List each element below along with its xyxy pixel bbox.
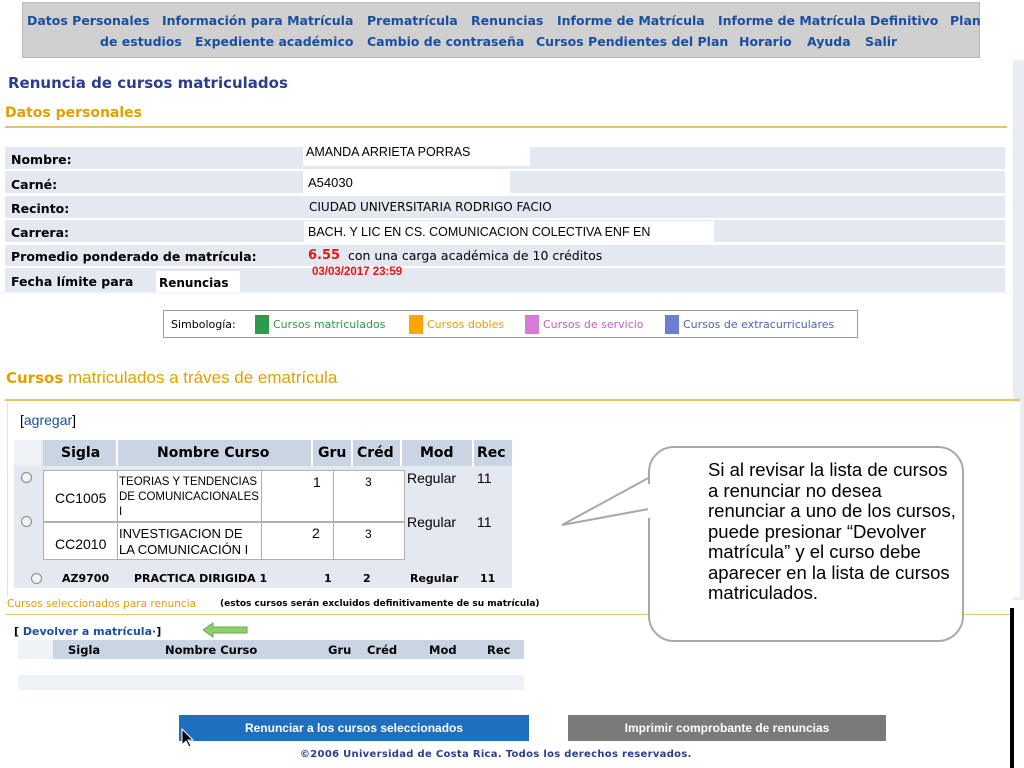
page-title: Renuncia de cursos matriculados bbox=[8, 74, 288, 92]
course-nombre: PRACTICA DIRIGIDA 1 bbox=[134, 572, 268, 585]
header-modalidad: Mod bbox=[420, 445, 454, 461]
header-sep bbox=[400, 440, 402, 466]
carrera-value: BACH. Y LIC EN CS. COMUNICACION COLECTIVA ENF EN bbox=[308, 225, 651, 239]
nav-link-cambio-contrasena[interactable]: Cambio de contraseña bbox=[367, 34, 525, 49]
course-nombre: TEORIAS Y TENDENCIAS DE COMUNICACIONALES I bbox=[119, 476, 259, 518]
cursos-title-prefix: Cursos bbox=[6, 369, 64, 387]
seleccionados-title: Cursos seleccionados para renuncia bbox=[7, 598, 197, 610]
row-fecha-limite bbox=[5, 268, 1005, 294]
bracket-open: [ bbox=[14, 625, 20, 638]
header-sigla: Sigla bbox=[61, 445, 101, 461]
course-modalidad: Regular bbox=[410, 572, 459, 585]
sel-header-modalidad: Mod bbox=[429, 643, 457, 657]
selected-table-empty-row bbox=[18, 659, 524, 675]
course-sigla: CC2010 bbox=[55, 536, 107, 552]
course-grupo: 1 bbox=[313, 474, 321, 490]
callout-text: Si al revisar la lista de cursos a renunciar no desea renunciar a uno de los cursos, puede presionar “Devolver matrícula” y el curso debe aparecer en la lista de cursos matriculados. bbox=[708, 459, 956, 603]
legend-swatch-matriculados bbox=[255, 315, 269, 334]
footer-copyright: ©2006 Universidad de Costa Rica. Todos los derechos reservados. bbox=[300, 749, 692, 760]
renunciar-button[interactable]: Renunciar a los cursos seleccionados bbox=[179, 715, 529, 741]
promedio-value: 6.55 bbox=[308, 248, 341, 263]
legend-swatch-extracurriculares bbox=[665, 315, 679, 334]
section-title-datos-personales: Datos personales bbox=[5, 105, 142, 121]
nav-link-salir[interactable]: Salir bbox=[865, 34, 898, 49]
callout-tail bbox=[560, 470, 660, 530]
legend-label-servicio: Cursos de servicio bbox=[543, 318, 644, 331]
course-grupo: 1 bbox=[324, 572, 332, 585]
cursos-divider bbox=[5, 399, 1020, 401]
label-recinto: Recinto: bbox=[11, 201, 70, 216]
course-rec: 11 bbox=[477, 470, 492, 486]
sel-header-rec: Rec bbox=[487, 643, 511, 657]
course-creditos: 3 bbox=[365, 527, 372, 541]
legend-label-matriculados: Cursos matriculados bbox=[273, 318, 386, 331]
course-radio-cc2010[interactable] bbox=[21, 516, 32, 527]
header-creditos: Créd bbox=[357, 445, 394, 461]
header-grupo: Gru bbox=[318, 445, 347, 461]
sel-header-sigla: Sigla bbox=[68, 643, 101, 657]
course-rec: 11 bbox=[480, 572, 496, 585]
fecha-tipo: Renuncias bbox=[159, 276, 229, 290]
label-nombre: Nombre: bbox=[11, 152, 72, 167]
devolver-a-matricula-link[interactable]: Devolver a matrícula bbox=[22, 625, 152, 638]
label-fecha-limite: Fecha límite para bbox=[11, 274, 134, 289]
course-rec: 11 bbox=[477, 514, 492, 530]
course-modalidad: Regular bbox=[407, 470, 457, 486]
course-sigla: AZ9700 bbox=[62, 572, 110, 585]
sel-header-creditos: Créd bbox=[367, 643, 398, 657]
devolver-wrapper: [ Devolver a matrícula·] bbox=[14, 625, 162, 638]
header-select-cell bbox=[14, 440, 41, 466]
header-sep bbox=[351, 440, 353, 466]
header-sep bbox=[116, 440, 118, 466]
nav-link-renuncias[interactable]: Renuncias bbox=[471, 13, 544, 28]
legend-simbologia bbox=[163, 310, 858, 338]
sel-header-nombre: Nombre Curso bbox=[165, 643, 258, 657]
header-sep bbox=[472, 440, 474, 466]
grupo-cell bbox=[261, 470, 334, 522]
course-creditos: 2 bbox=[363, 572, 371, 585]
course-modalidad: Regular bbox=[407, 514, 457, 530]
nav-link-informacion-matricula[interactable]: Información para Matrícula bbox=[162, 13, 354, 28]
nav-link-informe-definitivo[interactable]: Informe de Matrícula Definitivo bbox=[718, 13, 939, 28]
nav-link-expediente[interactable]: Expediente académico bbox=[195, 34, 354, 49]
seleccionados-note: (estos cursos serán excluidos definitivamente de su matrícula) bbox=[220, 599, 540, 609]
legend-label-extracurriculares: Cursos de extracurriculares bbox=[683, 318, 835, 331]
top-navigation-bar bbox=[22, 2, 980, 58]
nav-link-plan-de-estudios[interactable]: de estudios bbox=[100, 34, 182, 49]
course-sigla: CC1005 bbox=[55, 490, 107, 506]
nav-link-datos-personales[interactable]: Datos Personales bbox=[27, 13, 150, 28]
header-nombre-curso: Nombre Curso bbox=[157, 445, 270, 461]
nav-link-informe-matricula[interactable]: Informe de Matrícula bbox=[557, 13, 705, 28]
legend-swatch-servicio bbox=[525, 315, 539, 334]
course-grupo: 2 bbox=[312, 525, 320, 541]
legend-swatch-dobles bbox=[409, 315, 423, 334]
course-nombre: INVESTIGACION DE LA COMUNICACIÓN I bbox=[119, 526, 249, 557]
fecha-limite-value: 03/03/2017 23:59 bbox=[312, 266, 403, 278]
nav-link-prematricula[interactable]: Prematrícula bbox=[367, 13, 458, 28]
callout-tail-joint bbox=[648, 484, 654, 518]
nav-link-cursos-pendientes[interactable]: Cursos Pendientes del Plan bbox=[536, 34, 729, 49]
cursos-title-rest: matriculados a tráves de ematrícula bbox=[67, 368, 338, 387]
course-radio-az9700[interactable] bbox=[31, 573, 42, 584]
agregar-link[interactable]: agregar bbox=[23, 412, 73, 428]
promedio-text: con una carga académica de 10 créditos bbox=[348, 248, 603, 263]
nombre-value: AMANDA ARRIETA PORRAS bbox=[306, 145, 471, 159]
bracket-close: ] bbox=[156, 625, 162, 638]
nav-link-ayuda[interactable]: Ayuda bbox=[807, 34, 851, 49]
course-radio-cc1005[interactable] bbox=[21, 472, 32, 483]
panel-separator bbox=[0, 292, 1012, 294]
mouse-cursor-icon bbox=[181, 728, 195, 748]
bracket-close: ] bbox=[72, 412, 77, 428]
section-title-cursos-matriculados bbox=[6, 368, 337, 388]
header-sep bbox=[311, 440, 313, 466]
label-carrera: Carrera: bbox=[11, 225, 70, 240]
right-edge-divider bbox=[1010, 608, 1014, 768]
legend-title: Simbología: bbox=[171, 318, 236, 331]
legend-label-dobles: Cursos dobles bbox=[427, 318, 505, 331]
imprimir-comprobante-button[interactable]: Imprimir comprobante de renuncias bbox=[568, 715, 886, 741]
label-carne: Carné: bbox=[11, 177, 58, 192]
agregar-link-wrapper bbox=[20, 412, 76, 428]
bracket-open: [ bbox=[20, 412, 24, 428]
carne-value: A54030 bbox=[308, 175, 353, 190]
section-divider bbox=[5, 126, 1007, 128]
course-creditos: 3 bbox=[365, 475, 372, 489]
sel-header-grupo: Gru bbox=[328, 643, 352, 657]
header-rec: Rec bbox=[477, 445, 506, 461]
nav-link-plan[interactable]: Plan bbox=[950, 13, 981, 28]
arrow-left-icon bbox=[203, 622, 249, 638]
label-promedio: Promedio ponderado de matrícula: bbox=[11, 249, 257, 264]
grupo-cell bbox=[261, 522, 334, 560]
recinto-value: CIUDAD UNIVERSITARIA RODRIGO FACIO bbox=[309, 200, 552, 214]
nav-link-horario[interactable]: Horario bbox=[739, 34, 792, 49]
